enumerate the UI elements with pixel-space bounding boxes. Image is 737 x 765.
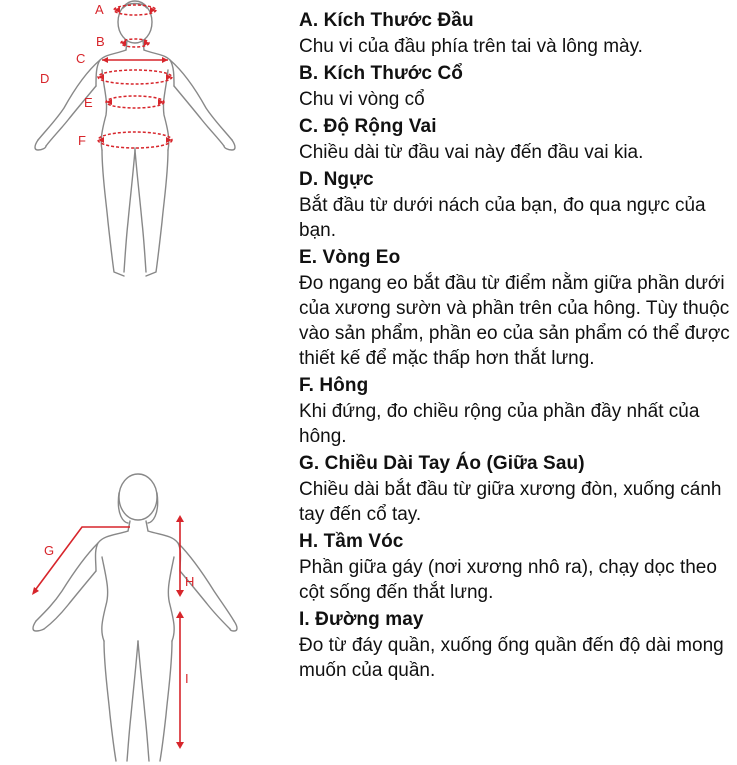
entry-title: I. Đường may bbox=[299, 609, 424, 630]
label-d: D bbox=[40, 71, 50, 86]
front-measure-arrows bbox=[98, 7, 172, 143]
entry-desc: Khi đứng, đo chiều rộng của phần đầy nhất của hông. bbox=[299, 401, 700, 447]
entry-title: H. Tầm Vóc bbox=[299, 531, 404, 552]
back-measure-lines bbox=[36, 519, 180, 745]
label-g: G bbox=[44, 543, 55, 558]
entry-height bbox=[299, 529, 735, 605]
entry-head bbox=[299, 8, 735, 59]
entry-neck bbox=[299, 61, 735, 112]
entry-title: C. Độ Rộng Vai bbox=[299, 116, 437, 137]
entry-title: E. Vòng Eo bbox=[299, 247, 401, 268]
entry-waist bbox=[299, 245, 735, 371]
back-body-outline bbox=[33, 474, 237, 761]
entry-title: B. Kích Thước Cổ bbox=[299, 63, 463, 84]
entry-desc: Đo ngang eo bắt đầu từ điểm nằm giữa phần dưới của xương sườn và phần trên của hông. Tùy thuộc vào sản phẩm, phần eo của sản phẩm có thể được thiết kế để mặc thấp hơn thắt lưng. bbox=[299, 273, 730, 369]
front-measure-lines bbox=[98, 5, 172, 148]
entry-desc: Phần giữa gáy (nơi xương nhô ra), chạy dọc theo cột sống đến thắt lưng. bbox=[299, 557, 717, 603]
entry-desc: Chiều dài bắt đầu từ giữa xương đòn, xuống cánh tay đến cổ tay. bbox=[299, 479, 722, 525]
front-body-outline bbox=[35, 1, 235, 276]
entry-title: F. Hông bbox=[299, 375, 369, 396]
entry-title: D. Ngực bbox=[299, 169, 374, 190]
label-b: B bbox=[96, 34, 105, 49]
entry-desc: Chiều dài từ đầu vai này đến đầu vai kia. bbox=[299, 142, 644, 163]
entry-shoulder bbox=[299, 114, 735, 165]
label-h: H bbox=[185, 574, 195, 589]
label-i: I bbox=[185, 671, 189, 686]
label-e: E bbox=[84, 95, 93, 110]
entry-inseam bbox=[299, 607, 735, 683]
label-f: F bbox=[78, 133, 86, 148]
back-body-figure bbox=[20, 465, 260, 765]
entry-title: A. Kích Thước Đầu bbox=[299, 10, 474, 31]
label-a: A bbox=[95, 2, 104, 17]
entry-desc: Đo từ đáy quần, xuống ống quần đến độ dài mong muốn của quần. bbox=[299, 635, 724, 681]
entry-chest bbox=[299, 167, 735, 243]
entry-sleeve bbox=[299, 451, 735, 527]
entry-hip bbox=[299, 373, 735, 449]
entry-desc: Chu vi vòng cổ bbox=[299, 89, 425, 110]
entry-desc: Chu vi của đầu phía trên tai và lông mày. bbox=[299, 36, 643, 57]
label-c: C bbox=[76, 51, 86, 66]
entry-title: G. Chiều Dài Tay Áo (Giữa Sau) bbox=[299, 453, 585, 474]
back-measure-arrows bbox=[32, 515, 184, 749]
measurement-guide bbox=[299, 8, 735, 685]
entry-desc: Bắt đầu từ dưới nách của bạn, đo qua ngực của bạn. bbox=[299, 195, 706, 241]
front-body-figure bbox=[20, 0, 250, 285]
